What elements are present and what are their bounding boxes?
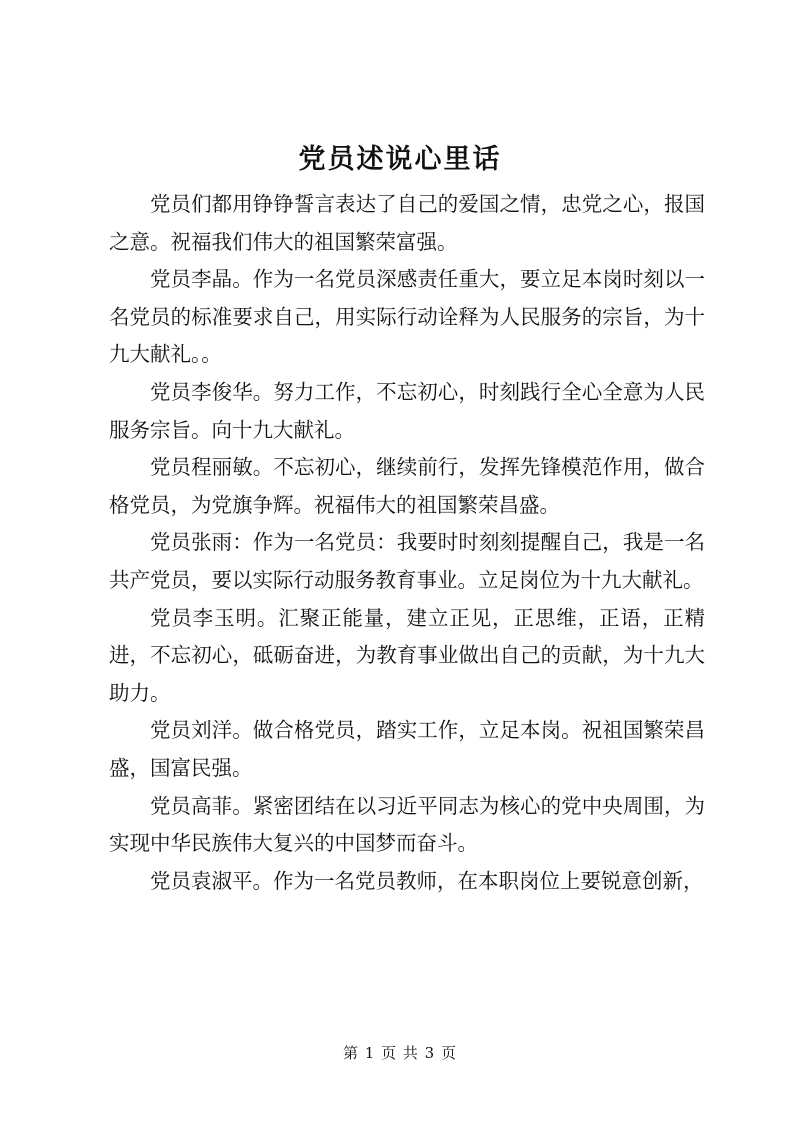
paragraph: 党员高菲。紧密团结在以习近平同志为核心的党中央周围，为实现中华民族伟大复兴的中国梦而奋斗。 <box>109 793 705 856</box>
page-number-footer: 第 1 页 共 3 页 <box>343 1044 457 1062</box>
paragraph: 党员李晶。作为一名党员深感责任重大，要立足本岗时刻以一名党员的标准要求自己，用实际行动诠释为人民服务的宗旨，为十九大献礼。。 <box>109 267 705 367</box>
document-title: 党员述说心里话 <box>298 144 502 175</box>
paragraph: 党员程丽敏。不忘初心，继续前行，发挥先锋模范作用，做合格党员，为党旗争辉。祝福伟大的祖国繁荣昌盛。 <box>109 455 705 517</box>
paragraph: 党员袁淑平。作为一名党员教师，在本职岗位上要锐意创新， <box>150 868 704 893</box>
paragraph: 党员刘洋。做合格党员，踏实工作，立足本岗。祝祖国繁荣昌盛，国富民强。 <box>109 718 705 780</box>
document-body <box>109 186 705 900</box>
paragraph: 党员李玉明。汇聚正能量，建立正见，正思维，正语，正精进，不忘初心，砥砺奋进，为教育事业做出自己的贡献，为十九大助力。 <box>109 605 705 705</box>
paragraph: 党员李俊华。努力工作，不忘初心，时刻践行全心全意为人民服务宗旨。向十九大献礼。 <box>109 379 705 442</box>
paragraph: 党员张雨：作为一名党员：我要时时刻刻提醒自己，我是一名共产党员，要以实际行动服务教育事业。立足岗位为十九大献礼。 <box>109 530 705 592</box>
paragraph: 党员们都用铮铮誓言表达了自己的爱国之情，忠党之心，报国之意。祝福我们伟大的祖国繁荣富强。 <box>109 192 705 254</box>
